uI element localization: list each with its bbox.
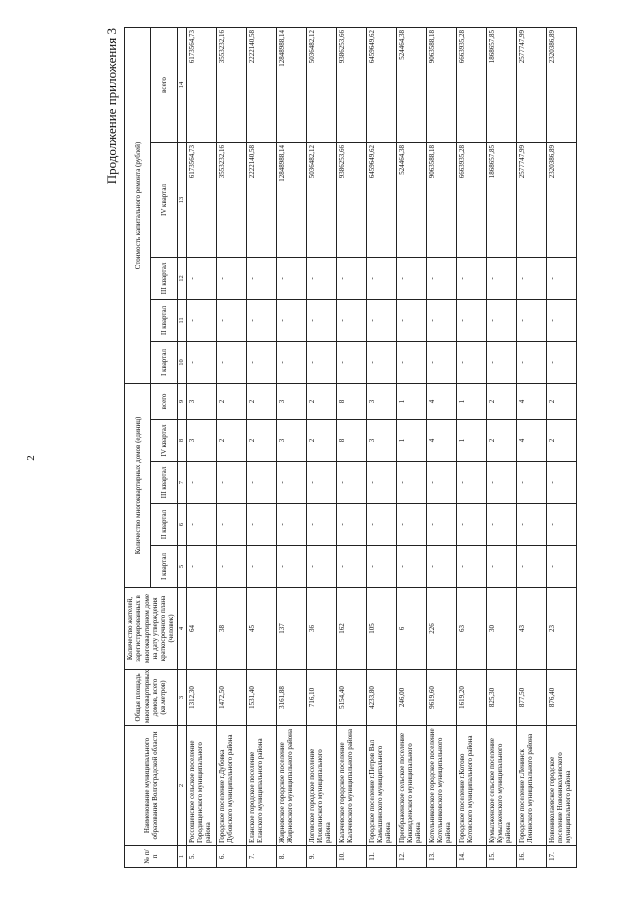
cell-total-area: 716,10 bbox=[306, 670, 336, 726]
cell-houses-q2: - bbox=[306, 504, 336, 546]
cell-houses-q1: - bbox=[186, 546, 216, 588]
cell-houses-total: 4 bbox=[426, 383, 456, 419]
column-number: 9 bbox=[177, 383, 186, 419]
cell-houses-q4: 3 bbox=[276, 420, 306, 462]
cell-cost-q3: - bbox=[216, 257, 246, 299]
cell-cost-q1: - bbox=[426, 341, 456, 383]
cell-cost-total: 9063588,18 bbox=[426, 27, 456, 142]
cell-residents-count: 6 bbox=[396, 588, 426, 670]
header-cost-q2: II квартал bbox=[151, 299, 177, 341]
cell-residents-count: 30 bbox=[486, 588, 516, 670]
column-number: 3 bbox=[177, 670, 186, 726]
cell-cost-total: 5036482,12 bbox=[306, 27, 336, 142]
header-row-1 bbox=[125, 27, 151, 867]
cell-cost-q2: - bbox=[456, 299, 486, 341]
cell-cost-q1: - bbox=[516, 341, 546, 383]
cell-cost-q1: - bbox=[276, 341, 306, 383]
table-row bbox=[276, 27, 306, 867]
cell-houses-total: 2 bbox=[546, 383, 576, 419]
cell-cost-q4: 2320386,89 bbox=[546, 142, 576, 257]
cell-houses-q1: - bbox=[426, 546, 456, 588]
cell-houses-q3: - bbox=[366, 462, 396, 504]
cell-houses-q2: - bbox=[486, 504, 516, 546]
cell-houses-q4: 4 bbox=[426, 420, 456, 462]
cell-houses-q1: - bbox=[306, 546, 336, 588]
cell-municipality-name: Еланское городское поселение Еланского муниципального района bbox=[246, 726, 276, 846]
cell-houses-q3: - bbox=[396, 462, 426, 504]
cell-houses-q2: - bbox=[396, 504, 426, 546]
cell-cost-q3: - bbox=[186, 257, 216, 299]
cell-row-number: 14. bbox=[456, 846, 486, 868]
cell-cost-q1: - bbox=[486, 341, 516, 383]
header-houses-q3: III квартал bbox=[151, 462, 177, 504]
cell-total-area: 3161,88 bbox=[276, 670, 306, 726]
cell-houses-total: 2 bbox=[246, 383, 276, 419]
cell-houses-q2: - bbox=[186, 504, 216, 546]
cell-cost-q4: 12848988,14 bbox=[276, 142, 306, 257]
cell-row-number: 11. bbox=[366, 846, 396, 868]
cell-houses-q4: 1 bbox=[456, 420, 486, 462]
cell-cost-q3: - bbox=[486, 257, 516, 299]
cell-residents-count: 64 bbox=[186, 588, 216, 670]
cell-houses-q2: - bbox=[516, 504, 546, 546]
cell-houses-q1: - bbox=[516, 546, 546, 588]
cell-cost-q1: - bbox=[546, 341, 576, 383]
page-number: 2 bbox=[24, 455, 37, 461]
cell-cost-q2: - bbox=[336, 299, 366, 341]
table-row bbox=[186, 27, 216, 867]
cell-houses-q4: 2 bbox=[246, 420, 276, 462]
cell-municipality-name: Городское поселение г.Петров Вал Камышинского муниципального района bbox=[366, 726, 396, 846]
column-number: 11 bbox=[177, 299, 186, 341]
cell-cost-q1: - bbox=[246, 341, 276, 383]
header-cost-q3: III квартал bbox=[151, 257, 177, 299]
cell-total-area: 246,00 bbox=[396, 670, 426, 726]
cell-houses-q2: - bbox=[216, 504, 246, 546]
cell-houses-q3: - bbox=[516, 462, 546, 504]
column-number: 14 bbox=[177, 27, 186, 142]
cell-municipality-name: Городское поселение г.Дубовка Дубовского муниципального района bbox=[216, 726, 246, 846]
cell-cost-q1: - bbox=[186, 341, 216, 383]
cell-cost-q3: - bbox=[366, 257, 396, 299]
cell-houses-q2: - bbox=[426, 504, 456, 546]
cell-residents-count: 105 bbox=[366, 588, 396, 670]
cell-total-area: 1472,50 bbox=[216, 670, 246, 726]
cell-residents-count: 162 bbox=[336, 588, 366, 670]
cell-cost-q1: - bbox=[366, 341, 396, 383]
cell-cost-total: 12848988,14 bbox=[276, 27, 306, 142]
cell-houses-q2: - bbox=[456, 504, 486, 546]
cell-cost-q2: - bbox=[486, 299, 516, 341]
cell-cost-q3: - bbox=[306, 257, 336, 299]
cell-total-area: 876,40 bbox=[546, 670, 576, 726]
cell-houses-q1: - bbox=[366, 546, 396, 588]
cell-total-area: 825,30 bbox=[486, 670, 516, 726]
cell-cost-q3: - bbox=[516, 257, 546, 299]
cell-cost-q1: - bbox=[336, 341, 366, 383]
cell-houses-q2: - bbox=[336, 504, 366, 546]
cell-houses-q4: 1 bbox=[396, 420, 426, 462]
cell-houses-q4: 3 bbox=[366, 420, 396, 462]
cell-cost-total: 524464,38 bbox=[396, 27, 426, 142]
cell-cost-q3: - bbox=[336, 257, 366, 299]
cell-houses-q4: 2 bbox=[546, 420, 576, 462]
cell-cost-q2: - bbox=[216, 299, 246, 341]
cell-houses-q3: - bbox=[276, 462, 306, 504]
cell-cost-q4: 2577747,99 bbox=[516, 142, 546, 257]
cell-cost-q4: 2222140,58 bbox=[246, 142, 276, 257]
header-cost-q4: IV квартал bbox=[151, 142, 177, 257]
cell-houses-q3: - bbox=[546, 462, 576, 504]
table-row bbox=[216, 27, 246, 867]
cell-municipality-name: Россошенское сельское поселение Городищенского муниципального района bbox=[186, 726, 216, 846]
column-number: 5 bbox=[177, 546, 186, 588]
column-number: 12 bbox=[177, 257, 186, 299]
cell-cost-total: 2320386,89 bbox=[546, 27, 576, 142]
column-number: 4 bbox=[177, 588, 186, 670]
cell-cost-q2: - bbox=[306, 299, 336, 341]
cell-municipality-name: Новониколаевское городское поселение Новониколаевского муниципального района bbox=[546, 726, 576, 846]
cell-residents-count: 226 bbox=[426, 588, 456, 670]
cell-total-area: 5154,40 bbox=[336, 670, 366, 726]
cell-cost-q4: 6663935,28 bbox=[456, 142, 486, 257]
cell-houses-q1: - bbox=[246, 546, 276, 588]
cell-houses-total: 3 bbox=[366, 383, 396, 419]
header-repair-cost: Стоимость капитального ремонта (рублей) bbox=[125, 27, 151, 383]
cell-cost-q2: - bbox=[186, 299, 216, 341]
cell-cost-total: 3553232,16 bbox=[216, 27, 246, 142]
cell-cost-total: 2222140,58 bbox=[246, 27, 276, 142]
cell-houses-total: 2 bbox=[306, 383, 336, 419]
cell-row-number: 17. bbox=[546, 846, 576, 868]
header-houses-count: Количество многоквартирных домов (единиц) bbox=[125, 383, 151, 587]
cell-row-number: 9. bbox=[306, 846, 336, 868]
cell-houses-q1: - bbox=[336, 546, 366, 588]
cell-houses-q1: - bbox=[546, 546, 576, 588]
table-row bbox=[336, 27, 366, 867]
column-number: 13 bbox=[177, 142, 186, 257]
cell-houses-total: 2 bbox=[216, 383, 246, 419]
cell-residents-count: 45 bbox=[246, 588, 276, 670]
cell-houses-q2: - bbox=[546, 504, 576, 546]
cell-cost-total: 6459649,62 bbox=[366, 27, 396, 142]
cell-houses-q1: - bbox=[456, 546, 486, 588]
cell-cost-total: 6663935,28 bbox=[456, 27, 486, 142]
cell-cost-total: 1868657,85 bbox=[486, 27, 516, 142]
cell-row-number: 7. bbox=[246, 846, 276, 868]
header-cost-q1: I квартал bbox=[151, 341, 177, 383]
table-row bbox=[486, 27, 516, 867]
cell-cost-q4: 5036482,12 bbox=[306, 142, 336, 257]
table-row bbox=[516, 27, 546, 867]
table-row bbox=[456, 27, 486, 867]
cell-cost-q2: - bbox=[246, 299, 276, 341]
header-number: № п/п bbox=[125, 846, 178, 868]
cell-row-number: 5. bbox=[186, 846, 216, 868]
cell-houses-total: 8 bbox=[336, 383, 366, 419]
cell-cost-q1: - bbox=[216, 341, 246, 383]
header-total-area: Общая площадь многоквартирных домов, всего (кв.метров) bbox=[125, 670, 178, 726]
cell-municipality-name: Котельниковское городское поселение Котельниковского муниципального района bbox=[426, 726, 456, 846]
rotated-page-content bbox=[104, 28, 640, 868]
cell-houses-q2: - bbox=[276, 504, 306, 546]
cell-houses-q3: - bbox=[486, 462, 516, 504]
cell-houses-q1: - bbox=[276, 546, 306, 588]
cell-houses-q4: 4 bbox=[516, 420, 546, 462]
cell-total-area: 1619,20 bbox=[456, 670, 486, 726]
cell-residents-count: 38 bbox=[216, 588, 246, 670]
cell-houses-q1: - bbox=[486, 546, 516, 588]
cell-houses-q1: - bbox=[396, 546, 426, 588]
cell-municipality-name: Городское поселение г.Котово Котовского муниципального района bbox=[456, 726, 486, 846]
table-row bbox=[306, 27, 336, 867]
cell-houses-total: 1 bbox=[456, 383, 486, 419]
cell-houses-total: 3 bbox=[186, 383, 216, 419]
cell-municipality-name: Преображенское сельское поселение Киквидзенского муниципального района bbox=[396, 726, 426, 846]
cell-cost-q3: - bbox=[396, 257, 426, 299]
cell-cost-q3: - bbox=[426, 257, 456, 299]
cell-total-area: 4233,80 bbox=[366, 670, 396, 726]
header-residents: Количество жителей, зарегистрированных в многоквартирном доме на дату утверждения краткосрочного плана (человек) bbox=[125, 588, 178, 670]
cell-municipality-name: Логовское городское поселение Иловлинского муниципального района bbox=[306, 726, 336, 846]
cell-houses-q3: - bbox=[456, 462, 486, 504]
cell-cost-q1: - bbox=[396, 341, 426, 383]
capital-repair-table bbox=[124, 27, 577, 868]
column-numbers-row bbox=[177, 27, 186, 867]
header-municipality-name: Наименование муниципального образования Волгоградской области bbox=[125, 726, 178, 846]
cell-cost-q4: 9063588,18 bbox=[426, 142, 456, 257]
column-number: 1 bbox=[177, 846, 186, 868]
column-number: 10 bbox=[177, 341, 186, 383]
cell-cost-q2: - bbox=[516, 299, 546, 341]
cell-cost-q2: - bbox=[426, 299, 456, 341]
cell-cost-q3: - bbox=[546, 257, 576, 299]
cell-houses-q3: - bbox=[306, 462, 336, 504]
column-number: 8 bbox=[177, 420, 186, 462]
cell-houses-q4: 2 bbox=[216, 420, 246, 462]
cell-houses-total: 4 bbox=[516, 383, 546, 419]
cell-cost-q3: - bbox=[276, 257, 306, 299]
cell-cost-q2: - bbox=[546, 299, 576, 341]
cell-municipality-name: Калачевское городское поселение Калачевского муниципального района bbox=[336, 726, 366, 846]
header-houses-q4: IV квартал bbox=[151, 420, 177, 462]
cell-cost-q4: 6173564,73 bbox=[186, 142, 216, 257]
cell-houses-q4: 3 bbox=[186, 420, 216, 462]
cell-houses-q4: 8 bbox=[336, 420, 366, 462]
column-number: 7 bbox=[177, 462, 186, 504]
cell-houses-q3: - bbox=[336, 462, 366, 504]
cell-cost-total: 6173564,73 bbox=[186, 27, 216, 142]
table-row bbox=[246, 27, 276, 867]
cell-cost-q4: 524464,38 bbox=[396, 142, 426, 257]
cell-row-number: 15. bbox=[486, 846, 516, 868]
cell-cost-q3: - bbox=[246, 257, 276, 299]
header-cost-total: всего bbox=[151, 27, 177, 142]
table-row bbox=[396, 27, 426, 867]
cell-row-number: 16. bbox=[516, 846, 546, 868]
cell-row-number: 12. bbox=[396, 846, 426, 868]
cell-houses-q2: - bbox=[246, 504, 276, 546]
cell-cost-q2: - bbox=[366, 299, 396, 341]
cell-cost-total: 2577747,99 bbox=[516, 27, 546, 142]
cell-houses-q3: - bbox=[186, 462, 216, 504]
cell-cost-q4: 9386253,66 bbox=[336, 142, 366, 257]
cell-cost-q4: 3553232,16 bbox=[216, 142, 246, 257]
cell-houses-q4: 2 bbox=[486, 420, 516, 462]
header-houses-q2: II квартал bbox=[151, 504, 177, 546]
appendix-heading: Продолжение приложения 3 bbox=[104, 28, 119, 185]
cell-residents-count: 63 bbox=[456, 588, 486, 670]
header-houses-q1: I квартал bbox=[151, 546, 177, 588]
cell-houses-q4: 2 bbox=[306, 420, 336, 462]
cell-cost-q2: - bbox=[396, 299, 426, 341]
cell-municipality-name: Жирновское городское поселение Жирновского муниципального района bbox=[276, 726, 306, 846]
table-row bbox=[366, 27, 396, 867]
cell-cost-q1: - bbox=[306, 341, 336, 383]
cell-row-number: 8. bbox=[276, 846, 306, 868]
cell-cost-q4: 1868657,85 bbox=[486, 142, 516, 257]
cell-row-number: 13. bbox=[426, 846, 456, 868]
cell-cost-q4: 6459649,62 bbox=[366, 142, 396, 257]
cell-total-area: 1531,40 bbox=[246, 670, 276, 726]
cell-cost-q3: - bbox=[456, 257, 486, 299]
column-number: 6 bbox=[177, 504, 186, 546]
cell-total-area: 877,50 bbox=[516, 670, 546, 726]
cell-municipality-name: Кумылженское сельское поселение Кумылженского муниципального района bbox=[486, 726, 516, 846]
cell-houses-total: 3 bbox=[276, 383, 306, 419]
cell-residents-count: 43 bbox=[516, 588, 546, 670]
cell-residents-count: 36 bbox=[306, 588, 336, 670]
cell-houses-q3: - bbox=[426, 462, 456, 504]
table-row bbox=[546, 27, 576, 867]
cell-row-number: 10. bbox=[336, 846, 366, 868]
cell-row-number: 6. bbox=[216, 846, 246, 868]
cell-cost-q2: - bbox=[276, 299, 306, 341]
cell-houses-q3: - bbox=[216, 462, 246, 504]
cell-municipality-name: Городское поселение г.Ленинск Ленинского муниципального района bbox=[516, 726, 546, 846]
header-houses-total: всего bbox=[151, 383, 177, 419]
cell-residents-count: 23 bbox=[546, 588, 576, 670]
cell-houses-q2: - bbox=[366, 504, 396, 546]
cell-total-area: 9619,60 bbox=[426, 670, 456, 726]
cell-total-area: 1312,30 bbox=[186, 670, 216, 726]
column-number: 2 bbox=[177, 726, 186, 846]
cell-residents-count: 137 bbox=[276, 588, 306, 670]
cell-houses-total: 2 bbox=[486, 383, 516, 419]
cell-houses-q3: - bbox=[246, 462, 276, 504]
cell-houses-q1: - bbox=[216, 546, 246, 588]
cell-houses-total: 1 bbox=[396, 383, 426, 419]
cell-cost-total: 9386253,66 bbox=[336, 27, 366, 142]
cell-cost-q1: - bbox=[456, 341, 486, 383]
table-row bbox=[426, 27, 456, 867]
